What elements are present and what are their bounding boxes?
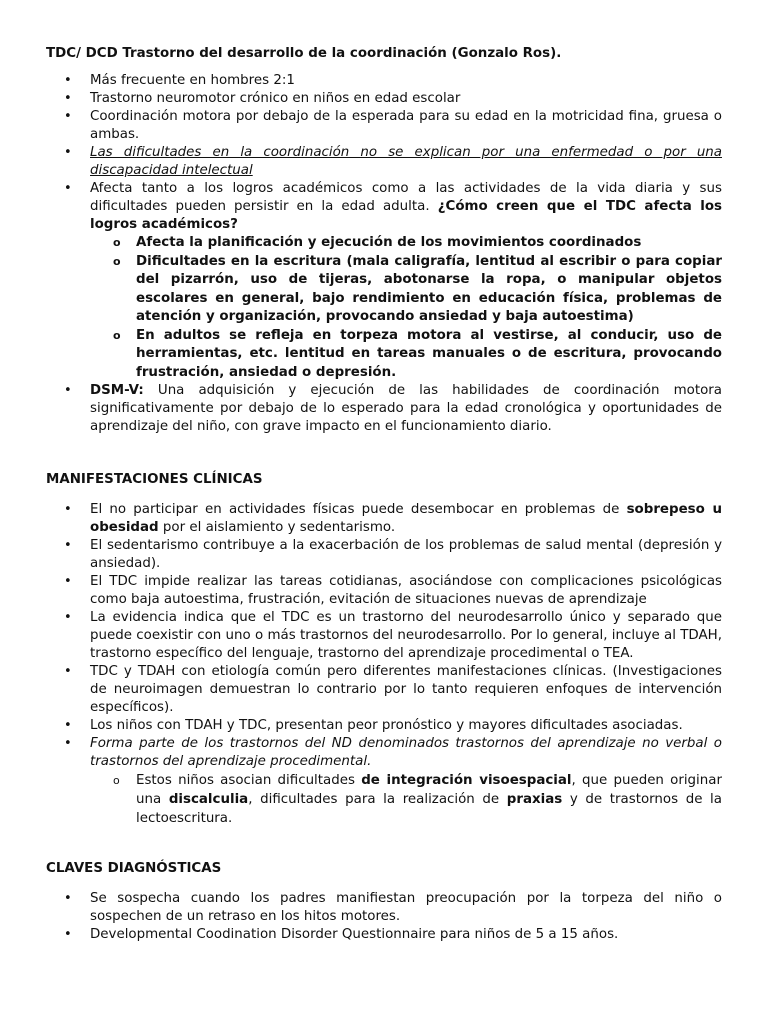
bullet-icon: • — [64, 538, 72, 553]
bullet-icon: • — [64, 736, 72, 751]
section-tdc — [46, 45, 722, 436]
bullet-list — [46, 501, 722, 828]
list-item: • Trastorno neuromotor crónico en niños en edad escolar — [64, 91, 461, 106]
sub-bullet-icon: o — [113, 328, 121, 342]
list-item: • Forma parte de los trastornos del ND denominados trastornos del aprendizaje no verbal o trastornos del aprendizaje procedimental. o Estos niños asocian dificultades de integración visoespacial, que pueden originar una discalculia, dificultades para la realización de praxias y de trastornos de la lectoescritura. — [64, 736, 722, 826]
sub-list — [90, 234, 722, 382]
list-item: • La evidencia indica que el TDC es un trastorno del neurodesarrollo único y separado que puede coexistir con uno o más trastornos del neurodesarrollo. Por lo general, incluye al TDAH, trastorno específico del lenguaje, trastorno del aprendizaje procedimental o TEA. — [64, 610, 722, 661]
list-item: • Coordinación motora por debajo de la esperada para su edad en la motricidad fina, gruesa o ambas. — [64, 109, 722, 142]
list-item: • Afecta tanto a los logros académicos como a las actividades de la vida diaria y sus dificultades pueden persistir en la edad adulta. ¿Cómo creen que el TDC afecta los logros académicos? o Afecta la planificación y ejecución de los movimientos coordinados o Dificultades en la escritura (mala caligrafía, lentitud al escribir o para copiar del pizarrón, uso de tijeras, abotonarse la ropa, o manipular objetos escolares en general, bajo rendimiento en educación física, problemas de atención y organización, provocando ansiedad y baja autoestima) o En adultos se refleja en torpeza motora al vestirse, al conducir, uso de herramientas, etc. lentitud en tareas manuales o de escritura, provocando frustración, ansiedad o depresión. — [46, 180, 722, 382]
list-item: • Los niños con TDAH y TDC, presentan peor pronóstico y mayores dificultades asociadas. — [64, 718, 683, 733]
bullet-icon: • — [64, 927, 72, 942]
section-title: TDC/ DCD Trastorno del desarrollo de la coordinación (Gonzalo Ros). — [46, 46, 562, 61]
bullet-list — [46, 890, 722, 944]
bullet-icon: • — [64, 181, 72, 196]
dsm-label: DSM-V: — [90, 383, 144, 398]
bullet-icon: • — [64, 891, 72, 906]
bullet-icon: • — [64, 145, 72, 160]
list-item: • Se sospecha cuando los padres manifiestan preocupación por la torpeza del niño o sospechen de un retraso en los hitos motores. — [64, 891, 722, 924]
sub-list-item: o Dificultades en la escritura (mala caligrafía, lentitud al escribir o para copiar del pizarrón, uso de tijeras, abotonarse la ropa, o manipular objetos escolares en general, bajo rendimiento en educación física, problemas de atención y organización, provocando ansiedad y baja autoestima) — [113, 253, 722, 324]
bullet-icon: • — [64, 109, 72, 124]
sub-bullet-icon: o — [113, 254, 121, 268]
sub-list — [90, 771, 722, 828]
section-title: MANIFESTACIONES CLÍNICAS — [46, 472, 263, 487]
bullet-list — [46, 72, 722, 436]
list-item: • DSM-V: Una adquisición y ejecución de las habilidades de coordinación motora significativamente por debajo de lo esperado para la edad cronológica y oportunidades de aprendizaje del niño, con grave impacto en el funcionamiento diario. — [64, 383, 722, 434]
sub-bullet-icon: o — [113, 236, 121, 249]
list-item: • TDC y TDAH con etiología común pero diferentes manifestaciones clínicas. (Investigaciones de neuroimagen demuestran lo contrario por lo tanto requieren enfoques de intervención específicos). — [64, 664, 722, 715]
sub-list-item: o Afecta la planificación y ejecución de los movimientos coordinados — [90, 234, 722, 253]
list-item: • El sedentarismo contribuye a la exacerbación de los problemas de salud mental (depresión y ansiedad). — [64, 538, 722, 571]
bullet-icon: • — [64, 502, 72, 517]
bullet-icon: • — [64, 574, 72, 589]
section-manifestaciones — [46, 471, 722, 828]
bullet-icon: • — [64, 383, 72, 398]
bullet-icon: • — [64, 718, 72, 733]
list-item: • Developmental Coodination Disorder Questionnaire para niños de 5 a 15 años. — [64, 927, 619, 942]
list-item: • Más frecuente en hombres 2:1 — [64, 73, 295, 88]
list-item: • Las dificultades en la coordinación no se explican por una enfermedad o por una discapacidad intelectual — [64, 145, 722, 178]
list-item: • El no participar en actividades físicas puede desembocar en problemas de sobrepeso u obesidad por el aislamiento y sedentarismo. — [64, 502, 722, 535]
section-claves — [46, 860, 722, 944]
bullet-icon: • — [64, 664, 72, 679]
sub-list-item: o Estos niños asocian dificultades de integración visoespacial, que pueden originar una discalculia, dificultades para la realización de praxias y de trastornos de la lectoescritura. — [113, 773, 722, 826]
list-item: • El TDC impide realizar las tareas cotidianas, asociándose con complicaciones psicológicas como baja autoestima, frustración, evitación de situaciones nuevas de aprendizaje — [64, 574, 722, 607]
sub-list-item: o En adultos se refleja en torpeza motora al vestirse, al conducir, uso de herramientas, etc. lentitud en tareas manuales o de escritura, provocando frustración, ansiedad o depresión. — [113, 327, 722, 380]
bullet-icon: • — [64, 610, 72, 625]
bullet-icon: • — [64, 73, 72, 88]
section-title: CLAVES DIAGNÓSTICAS — [46, 861, 222, 876]
bullet-icon: • — [64, 91, 72, 106]
question-text: ¿Cómo creen que el TDC afecta los logros académicos? — [90, 199, 723, 232]
sub-bullet-icon: o — [113, 774, 120, 787]
